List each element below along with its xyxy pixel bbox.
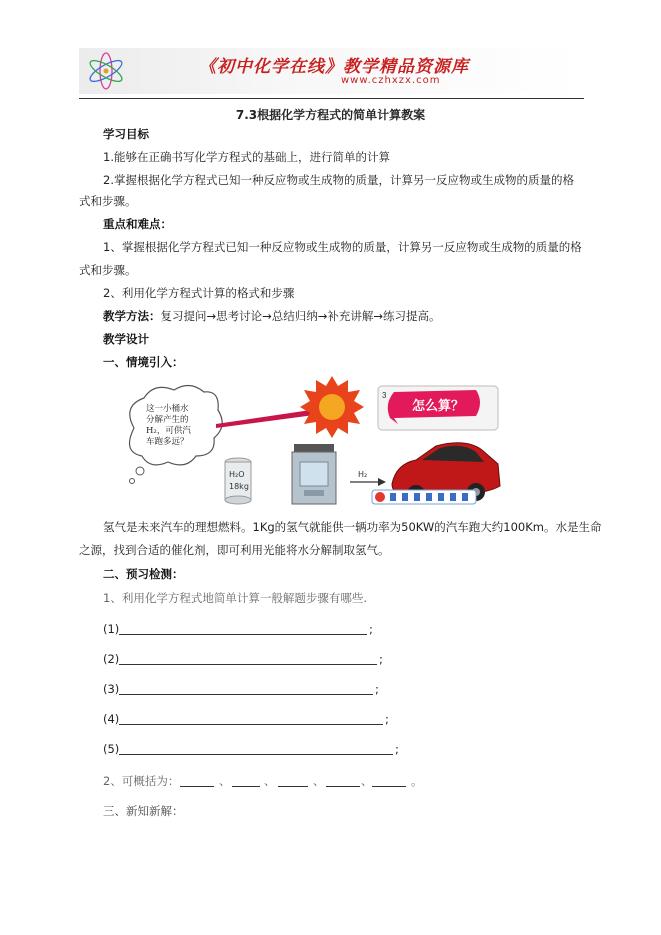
header-divider	[79, 98, 584, 99]
intro-paragraph-line1: 氢气是未来汽车的理想燃料。1Kg的氢气就能供一辆功率为50KW的汽车跑大约100Km。水是生命	[103, 520, 602, 534]
barrel-label-mass: 18kg	[229, 482, 249, 491]
question-text: 怎么算？	[412, 399, 465, 414]
bubble-line-2: 分解产生的	[146, 415, 189, 425]
blank-end-2: ;	[379, 652, 383, 666]
blank-line-4[interactable]	[119, 724, 383, 725]
bubble-line-1: 这一小桶水	[146, 404, 189, 414]
ime-toolbar	[372, 490, 476, 504]
key-point-1-line2: 式和步骤。	[79, 263, 137, 277]
bubble-text	[146, 404, 191, 448]
slide-number: 3	[382, 391, 387, 400]
section-2-heading: 二、预习检测：	[103, 567, 184, 581]
q2-blank-2[interactable]	[232, 786, 260, 787]
section-3-heading: 三、新知新解：	[103, 804, 184, 818]
bubble-dot-1	[136, 467, 144, 475]
intro-paragraph-line2: 之源，找到合适的催化剂，即可利用光能将水分解制取氢气。	[79, 543, 390, 557]
solar-device-icon	[292, 444, 336, 504]
blank-label-1: (1)	[103, 622, 120, 636]
barrel-label-h2o: H₂O	[229, 470, 245, 479]
q2-sep-3: 、	[313, 774, 325, 788]
banner-title: 《初中化学在线》教学精品资源库	[199, 57, 469, 77]
q2-blank-5[interactable]	[372, 786, 406, 787]
q2-blank-4[interactable]	[326, 786, 360, 787]
header-banner	[79, 48, 584, 94]
blank-label-2: (2)	[103, 652, 120, 666]
objective-2-line1: 2.掌握根据化学方程式已知一种反应物或生成物的质量，计算另一反应物或生成物的质量的格	[103, 173, 574, 187]
blank-label-3: (3)	[103, 682, 120, 696]
bubble-dot-2	[130, 479, 135, 484]
method-label: 教学方法：	[103, 309, 161, 323]
q2-blank-1[interactable]	[180, 786, 214, 787]
water-barrel-icon	[225, 458, 251, 504]
scenario-illustration	[116, 376, 502, 509]
blank-line-1[interactable]	[119, 634, 367, 635]
blank-label-4: (4)	[103, 712, 120, 726]
bubble-line-4: 车跑多远？	[146, 437, 189, 447]
h2-label: H₂	[358, 470, 368, 479]
key-points-heading: 重点和难点：	[103, 217, 172, 231]
key-point-1-line1: 1、掌握根据化学方程式已知一种反应物或生成物的质量，计算另一反应物或生成物的质量的格	[103, 240, 582, 254]
q2-sep-1: 、	[219, 774, 231, 788]
objectives-heading: 学习目标	[103, 127, 149, 141]
blank-end-3: ;	[375, 682, 379, 696]
atom-logo-icon	[79, 48, 139, 94]
objective-1: 1.能够在正确书写化学方程式的基础上，进行简单的计算	[103, 150, 390, 164]
blank-label-5: (5)	[103, 742, 120, 756]
teaching-method	[103, 308, 441, 324]
document-title: 7.3根据化学方程式的简单计算教案	[235, 108, 426, 122]
blank-line-3[interactable]	[119, 694, 373, 695]
blank-end-1: ;	[369, 622, 373, 636]
design-heading: 教学设计	[103, 332, 149, 346]
banner-url: www.czhxzx.com	[341, 75, 441, 86]
blank-end-5: ;	[395, 742, 399, 756]
q2-end: 。	[411, 774, 423, 788]
method-text: 复习提问→思考讨论→总结归纳→补充讲解→练习提高。	[160, 309, 441, 323]
q2-sep-4: 、	[361, 774, 373, 788]
objective-2-line2: 式和步骤。	[79, 194, 137, 208]
key-point-2: 2、利用化学方程式计算的格式和步骤	[103, 286, 295, 300]
preview-question-2: 2、可概括为：	[103, 774, 180, 788]
q2-sep-2: 、	[264, 774, 276, 788]
section-1-heading: 一、情境引入：	[103, 355, 184, 369]
bubble-line-3: H₂，可供汽	[146, 426, 191, 436]
blank-line-5[interactable]	[119, 754, 393, 755]
sun-icon	[300, 376, 364, 438]
q2-blank-3[interactable]	[278, 786, 308, 787]
preview-question-1: 1、利用化学方程式地简单计算一般解题步骤有哪些.	[103, 591, 367, 605]
h2-arrowhead	[378, 478, 386, 486]
blank-line-2[interactable]	[119, 664, 377, 665]
blank-end-4: ;	[385, 712, 389, 726]
